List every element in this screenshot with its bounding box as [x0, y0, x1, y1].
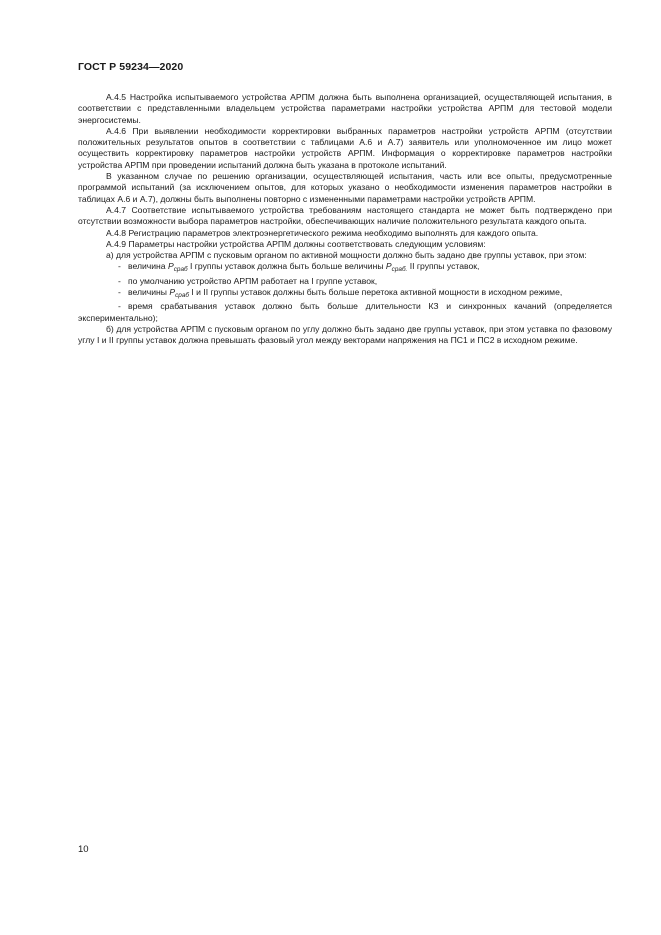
- paragraph-a45: А.4.5 Настройка испытываемого устройства АРПМ должна быть выполнена организацией, осуществляющей испытания, в соответствии с представленными владельцем устройства параметрами настройки устройства АРПМ для тестовой модели энергосистемы.: [78, 92, 612, 125]
- dash-item-3: [78, 287, 612, 301]
- dash-marker: -: [118, 275, 121, 286]
- paragraph-a47: А.4.7 Соответствие испытываемого устройства требованиям настоящего стандарта не может быть подтверждено при отсутствии возможности выбора параметров настройки, обеспечивающих наличие положительного результата каждого опыта.: [78, 204, 612, 227]
- power-symbol-3: P: [169, 287, 176, 298]
- power-subscript-2: сраб.: [391, 266, 408, 274]
- document-body: [78, 92, 612, 347]
- dash1-pre: величина: [128, 261, 166, 272]
- document-header: ГОСТ Р 59234—2020: [78, 61, 184, 73]
- paragraph-a49: А.4.9 Параметры настройки устройства АРПМ должны соответствовать следующим условиям:: [106, 238, 486, 249]
- dash-marker: -: [118, 301, 121, 312]
- paragraph-a48: А.4.8 Регистрацию параметров электроэнергетического режима необходимо выполнять для каждого опыта.: [106, 227, 539, 238]
- dash4-text: время срабатывания уставок должно быть больше длительности КЗ и синхронных качаний (определяется экспериментально);: [78, 301, 612, 323]
- dash1-mid: I группы уставок должна быть больше величины: [190, 261, 384, 272]
- dash-item-4: [78, 301, 612, 324]
- dash-item-1: [78, 261, 612, 275]
- power-subscript-3: сраб: [175, 292, 190, 300]
- dash-marker: -: [118, 261, 121, 272]
- page-number: 10: [78, 844, 89, 855]
- dash3-pre: величины: [128, 287, 167, 298]
- power-symbol-2: P: [385, 261, 392, 272]
- dash3-post: I и II группы уставок должны быть больше перетока активной мощности в исходном режиме,: [191, 287, 563, 298]
- power-symbol: P: [167, 261, 174, 272]
- paragraph-a46-continued: В указанном случае по решению организации, осуществляющей испытания, часть или все опыты, предусмотренные программой испытаний (за исключением опытов, для которых указано о необходимости изменения параметров настройки в таблицах А.6 и А.7), должны быть выполнены повторно с измененными параметрами настройки устройств АРПМ.: [78, 171, 612, 204]
- dash2-text: по умолчанию устройство АРПМ работает на I группе уставок,: [128, 275, 378, 286]
- power-subscript: сраб: [173, 266, 188, 274]
- paragraph-a46: А.4.6 При выявлении необходимости корректировки выбранных параметров настройки устройств АРПМ (отсутствии положительных результатов опытов в соответствии с таблицами А.6 и А.7) заявитель или уполномоченное им лицо может осуществить корректировку параметров настройки устройств АРПМ. Информация о корректировке параметров настройки устройства АРПМ при проведении испытаний должна быть указана в протоколе испытаний.: [78, 125, 612, 170]
- dash1-post: II группы уставок,: [409, 261, 480, 272]
- dash-marker: -: [118, 287, 121, 298]
- list-item-a: а) для устройства АРПМ с пусковым органом по активной мощности должно быть задано две группы уставок, при этом:: [106, 250, 587, 261]
- dash-item-2: [78, 276, 612, 287]
- list-item-b: б) для устройства АРПМ с пусковым органом по углу должно быть задано две группы уставок, при этом уставка по фазовому углу I и II группы уставок должна превышать фазовый угол между векторами напряжения на ПС1 и ПС2 в исходном режиме.: [78, 323, 612, 346]
